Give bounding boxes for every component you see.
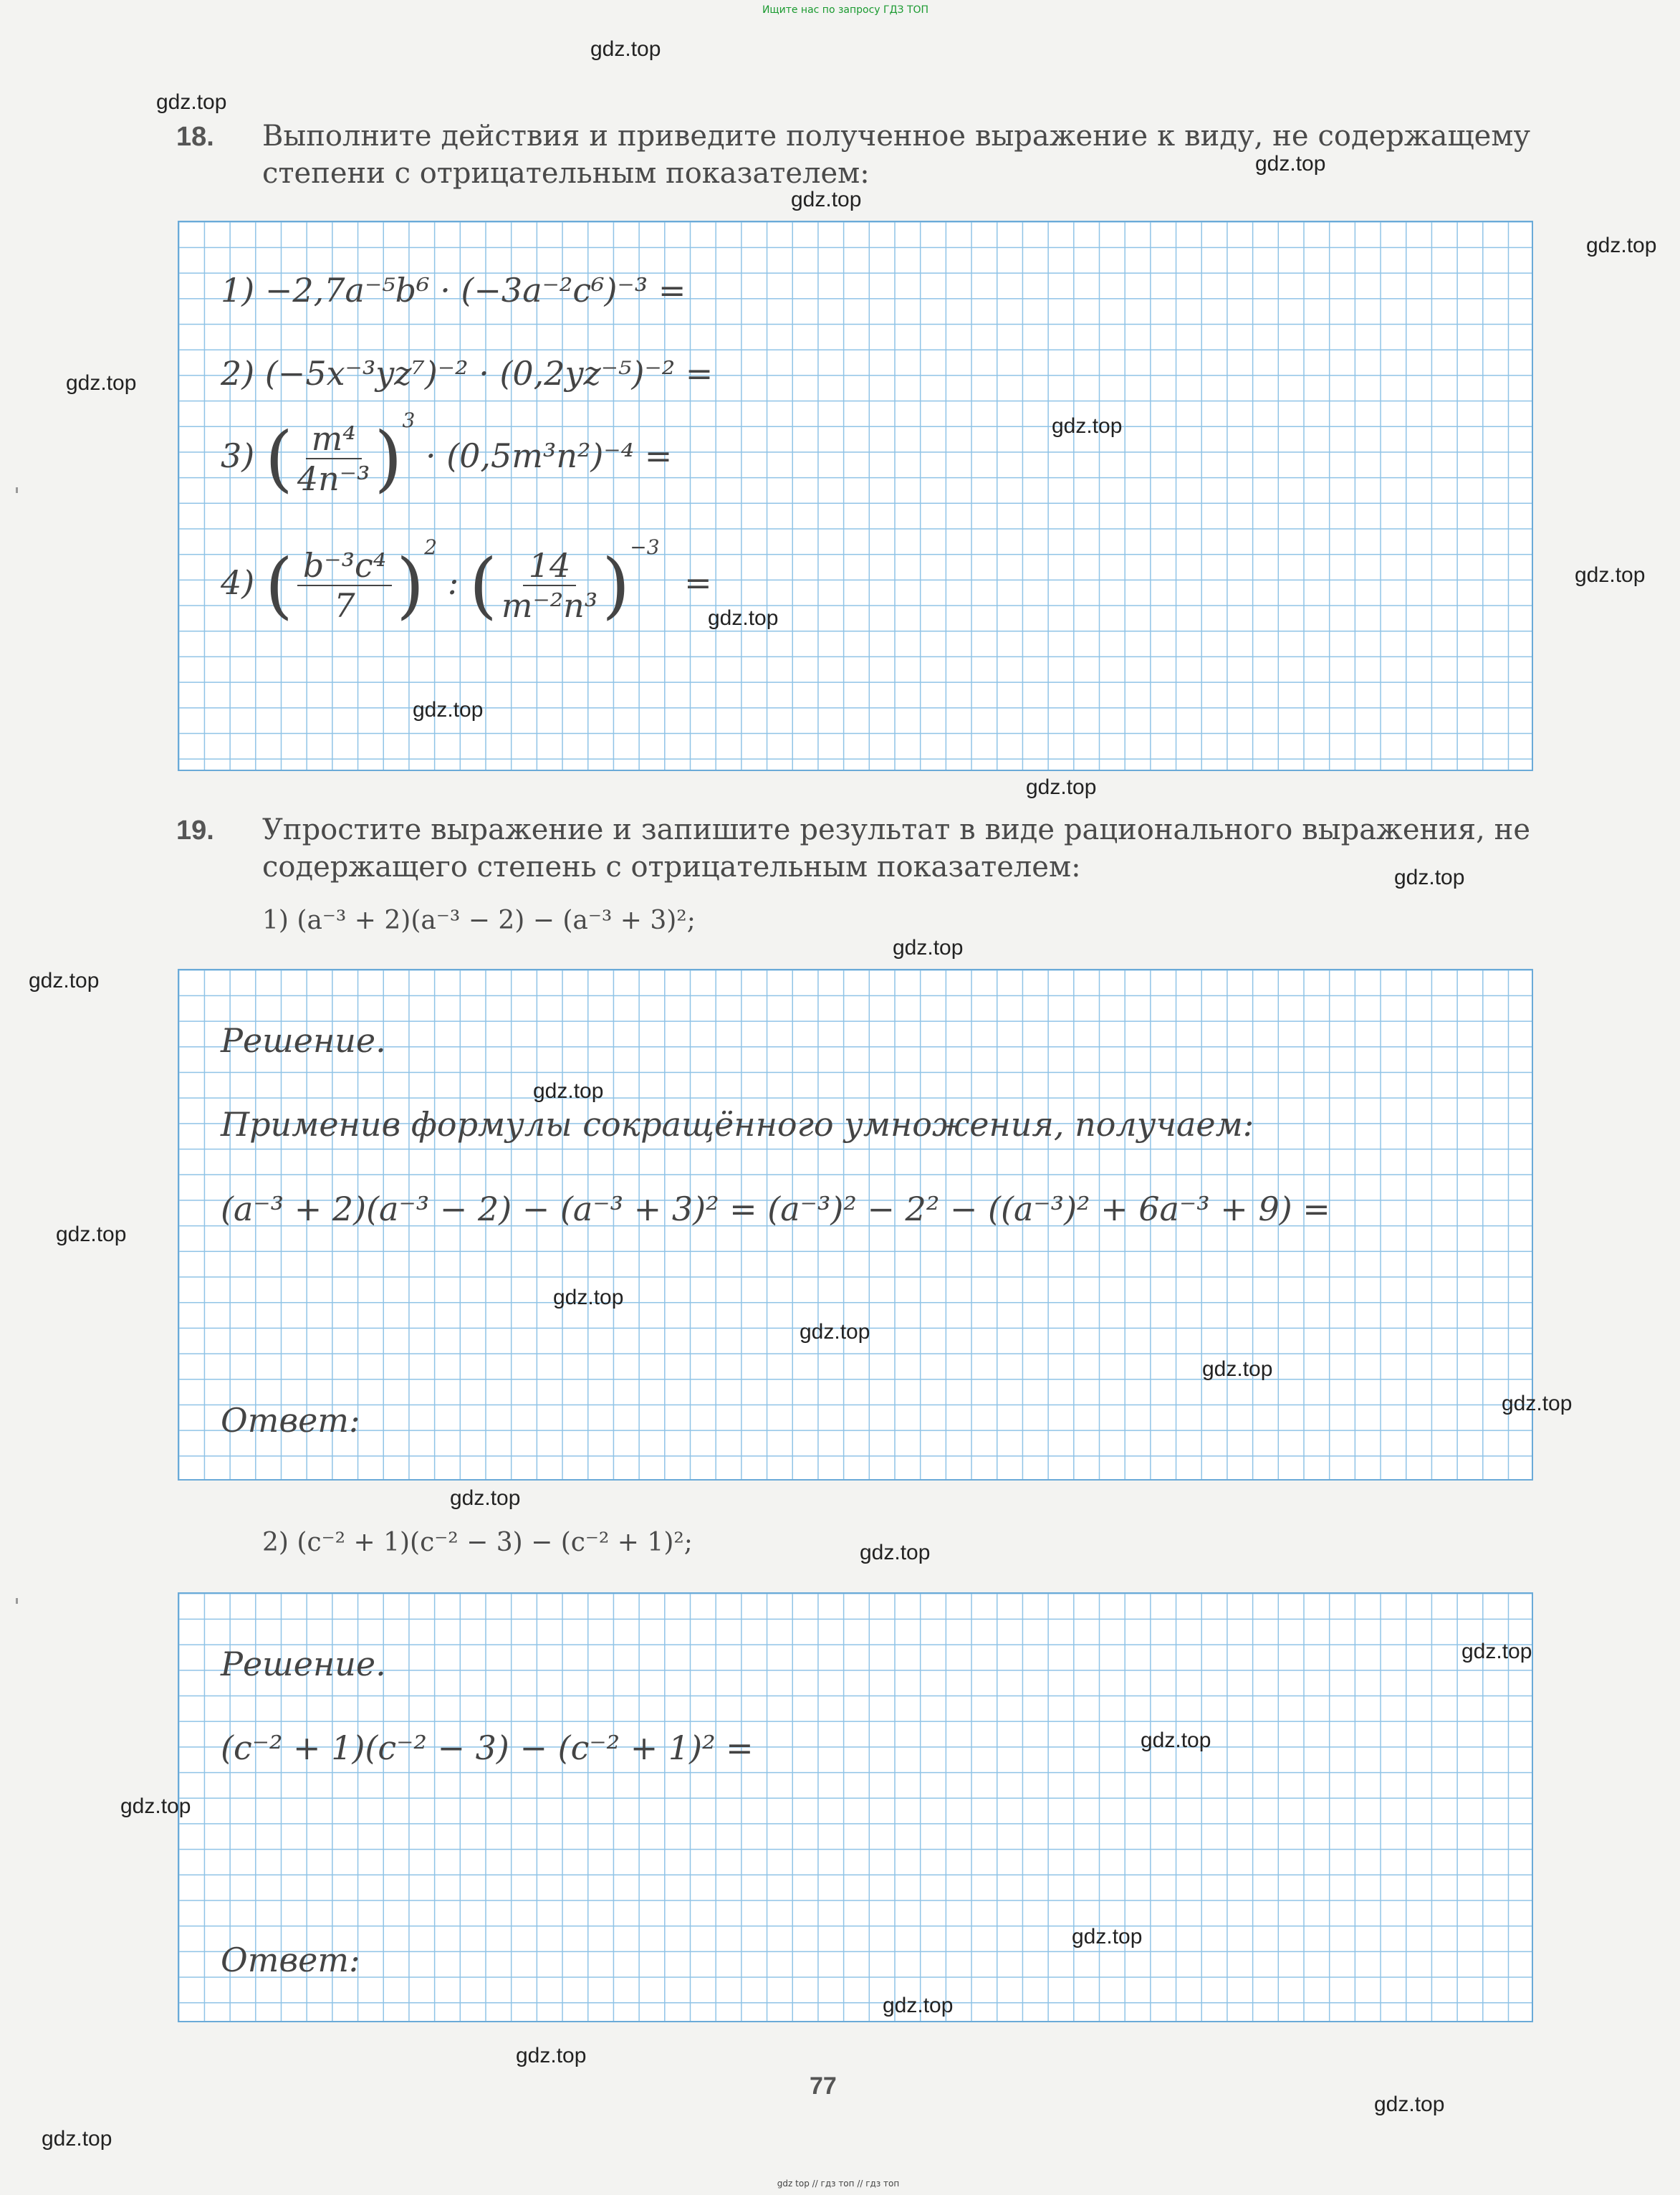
task-18-item-4: [221, 535, 712, 627]
item-4-fraction-1: [297, 546, 392, 625]
task-18-number: 18.: [176, 122, 214, 152]
item-3-rest: · (0,5m³n²)⁻⁴ =: [425, 436, 673, 475]
fraction-numerator: 14: [523, 546, 577, 586]
watermark: gdz.top: [1255, 152, 1326, 176]
exponent: 2: [424, 535, 438, 559]
solution-1-line-1: Применив формулы сокращённого умножения, получаем:: [221, 1105, 1254, 1144]
task-19-text: Упростите выражение и запишите результат в виде рационального выражения, не содержащего степень с отрицательным показателем:: [262, 813, 1530, 884]
task-18-item-3: [221, 408, 673, 500]
fraction-denominator: m⁻²n³: [501, 586, 598, 625]
fraction-numerator: b⁻³c⁴: [297, 546, 392, 586]
watermark: gdz.top: [533, 1079, 604, 1103]
watermark: gdz.top: [56, 1223, 127, 1246]
right-paren: ): [374, 416, 403, 500]
watermark: gdz.top: [1052, 414, 1123, 438]
colon: :: [447, 563, 459, 602]
solution-1-line-2: (a⁻³ + 2)(a⁻³ − 2) − (a⁻³ + 3)² = (a⁻³)² − 2² − ((a⁻³)² + 6a⁻³ + 9) =: [221, 1190, 1330, 1228]
task-18-item-1: 1) −2,7a⁻⁵b⁶ · (−3a⁻²c⁶)⁻³ =: [221, 271, 686, 310]
task-18-text: Выполните действия и приведите полученное выражение к виду, не содержащему степени с отрицательным показателем:: [262, 120, 1530, 190]
watermark: gdz.top: [1502, 1392, 1573, 1415]
exponent: 3: [402, 408, 416, 432]
watermark: gdz.top: [156, 90, 227, 114]
equals: =: [684, 563, 712, 602]
watermark: gdz.top: [516, 2044, 587, 2067]
watermark: gdz.top: [1586, 234, 1657, 257]
watermark: gdz.top: [800, 1320, 870, 1344]
exponent: −3: [630, 535, 660, 559]
top-note: Ищите нас по запросу ГДЗ ТОП: [762, 4, 929, 16]
item-4-label: 4): [221, 563, 255, 602]
watermark: gdz.top: [1575, 563, 1646, 587]
watermark: gdz.top: [791, 188, 862, 211]
binding-mark: [16, 1598, 18, 1604]
right-paren: ): [602, 543, 630, 627]
fraction-denominator: 7: [334, 586, 355, 625]
watermark: gdz.top: [42, 2127, 112, 2151]
fraction-numerator: m⁴: [306, 419, 362, 459]
watermark: gdz.top: [553, 1286, 624, 1309]
watermark: gdz.top: [708, 606, 779, 630]
watermark: gdz.top: [29, 969, 100, 993]
item-4-fraction-2: [501, 546, 597, 625]
left-paren: (: [264, 543, 293, 627]
fraction-denominator: 4n⁻³: [297, 459, 370, 498]
watermark: gdz.top: [1072, 1925, 1143, 1948]
watermark: gdz.top: [860, 1541, 931, 1564]
task-19-subtask-1: 1) (a⁻³ + 2)(a⁻³ − 2) − (a⁻³ + 3)²;: [262, 906, 696, 935]
solution-2-answer: Ответ:: [221, 1941, 360, 1979]
task-18-item-2: 2) (−5x⁻³yz⁷)⁻² · (0,2yz⁻⁵)⁻² =: [221, 354, 714, 393]
solution-1-heading: Решение.: [221, 1021, 386, 1060]
solution-1-answer: Ответ:: [221, 1401, 360, 1440]
watermark: gdz.top: [1026, 775, 1097, 799]
right-paren: ): [396, 543, 425, 627]
solution-2-line-1: (c⁻² + 1)(c⁻² − 3) − (c⁻² + 1)² =: [221, 1728, 754, 1767]
item-3-fraction: [297, 419, 370, 498]
watermark: gdz.top: [413, 698, 484, 722]
watermark: gdz.top: [883, 1994, 954, 2017]
left-paren: (: [264, 416, 293, 500]
left-paren: (: [469, 543, 497, 627]
watermark: gdz.top: [1394, 866, 1465, 889]
watermark: gdz.top: [1461, 1640, 1532, 1663]
watermark: gdz.top: [120, 1794, 191, 1818]
watermark: gdz.top: [450, 1486, 521, 1510]
task-19-subtask-2: 2) (c⁻² + 1)(c⁻² − 3) − (c⁻² + 1)²;: [262, 1528, 693, 1557]
watermark: gdz.top: [1141, 1728, 1211, 1752]
watermark: gdz.top: [1202, 1357, 1273, 1381]
watermark: gdz.top: [66, 371, 137, 395]
binding-mark: [16, 487, 18, 493]
item-3-label: 3): [221, 436, 255, 475]
task-19-number: 19.: [176, 816, 214, 846]
watermark: gdz.top: [893, 936, 964, 960]
watermark: gdz.top: [1374, 2093, 1445, 2116]
watermark: gdz.top: [590, 37, 661, 61]
page-number: 77: [810, 2072, 837, 2100]
bottom-note: gdz top // гдз топ // гдз топ: [777, 2179, 900, 2189]
solution-2-heading: Решение.: [221, 1645, 386, 1683]
